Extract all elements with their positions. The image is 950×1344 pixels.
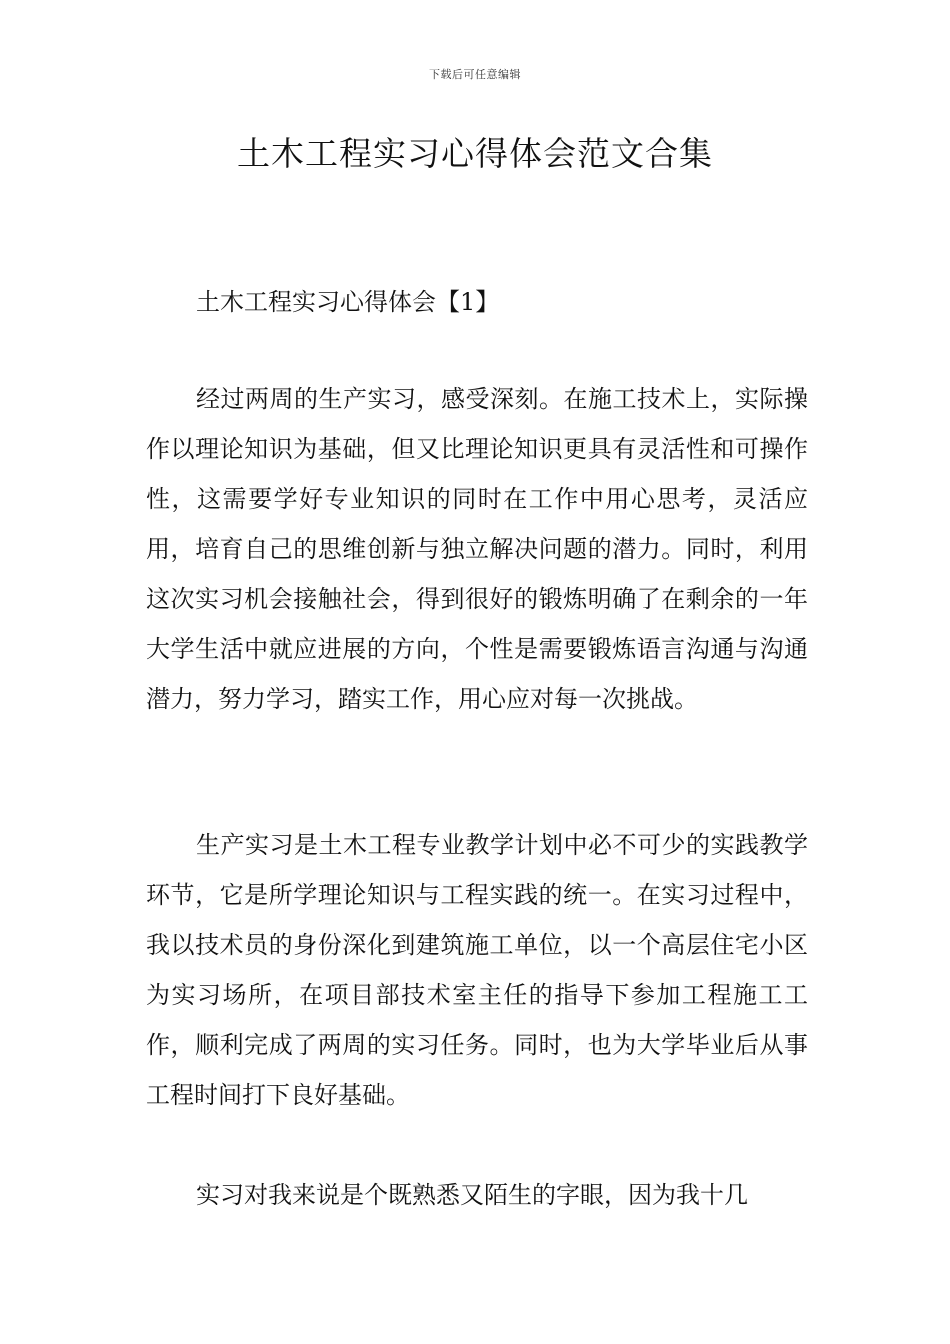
document-title: 土木工程实习心得体会范文合集: [237, 134, 713, 173]
section-heading: 土木工程实习心得体会【1】: [196, 288, 500, 316]
paragraph-2: 生产实习是土木工程专业教学计划中必不可少的实践教学环节，它是所学理论知识与工程实践的统一。在实习过程中，我以技术员的身份深化到建筑施工单位，以一个高层住宅小区为实习场所，在项目部技术室主任的指导下参加工程施工工作，顺利完成了两周的实习任务。同时，也为大学毕业后从事工程时间打下良好基础。: [146, 831, 808, 1109]
paragraph-1: 经过两周的生产实习，感受深刻。在施工技术上，实际操作以理论知识为基础，但又比理论知识更具有灵活性和可操作性，这需要学好专业知识的同时在工作中用心思考，灵活应用，培育自己的思维创新与独立解决问题的潜力。同时，利用这次实习机会接触社会，得到很好的锻炼明确了在剩余的一年大学生活中就应进展的方向，个性是需要锻炼语言沟通与沟通潜力，努力学习，踏实工作，用心应对每一次挑战。: [146, 385, 808, 713]
header-note: 下载后可任意编辑: [429, 68, 521, 81]
paragraph-3: 实习对我来说是个既熟悉又陌生的字眼，因为我十几: [196, 1181, 748, 1209]
